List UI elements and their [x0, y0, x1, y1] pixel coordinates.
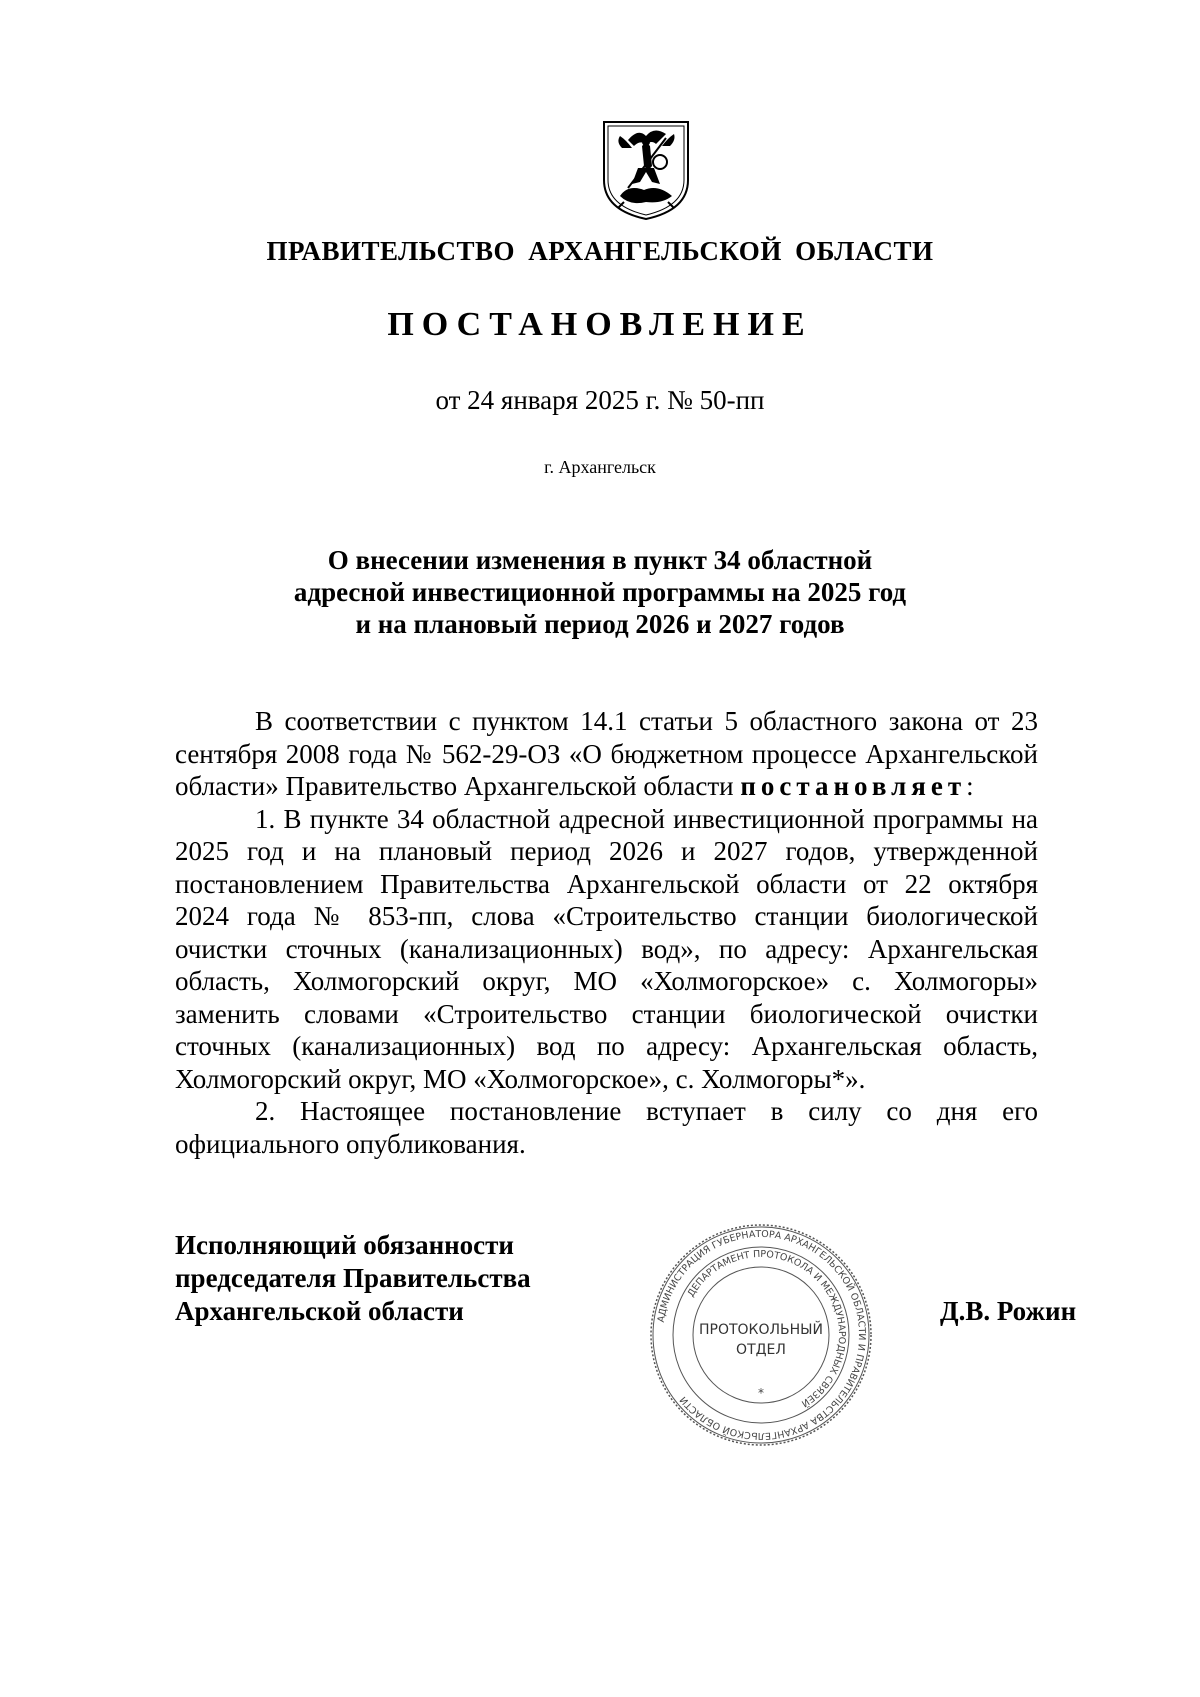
signer-position-line: Исполняющий обязанности	[175, 1230, 514, 1260]
seal-inner-text: ДЕПАРТАМЕНТ ПРОТОКОЛА И МЕЖДУНАРОДНЫХ СВЯЗЕЙ	[685, 1248, 848, 1409]
document-date-number: от 24 января 2025 г. № 50-пп	[435, 385, 765, 415]
seal-star: *	[758, 1386, 764, 1400]
arkhangelsk-coat-of-arms-icon	[598, 118, 694, 222]
official-seal	[648, 1222, 874, 1448]
clause-2-paragraph: 2. Настоящее постановление вступает в силу со дня его официального опубликования.	[175, 1096, 1038, 1159]
document-body	[175, 705, 1038, 1160]
document-type: ПОСТАНОВЛЕНИЕ	[387, 306, 813, 343]
signer-name: Д.В. Рожин	[940, 1296, 1077, 1326]
seal-outer-text: АДМИНИСТРАЦИЯ ГУБЕРНАТОРА АРХАНГЕЛЬСКОЙ ОБЛАСТИ И ПРАВИТЕЛЬСТВА АРХАНГЕЛЬСКОЙ ОБЛАСТИ	[655, 1228, 868, 1442]
signer-position	[175, 1229, 595, 1328]
seal-center-line: ОТДЕЛ	[736, 1342, 786, 1358]
preamble-colon: :	[966, 771, 974, 801]
clause-1-paragraph: 1. В пункте 34 областной адресной инвестиционной программы на 2025 год и на плановый период 2026 и 2027 годов, утвержденной постановлением Правительства Архангельской области от 22 октября 2024 года № 853-пп, слова «Строительство станции биологической очистки сточных (канализационных) вод», по адресу: Архангельская область, Холмогорский округ, МО «Холмогорское» с. Холмогоры» заменить словами «Строительство станции биологической очистки сточных (канализационных) вод по адресу: Архангельская область, Холмогорский округ, МО «Холмогорское», с. Холмогоры*».	[175, 803, 1038, 1094]
signer-position-line: председателя Правительства	[175, 1263, 531, 1293]
signer-position-line: Архангельской области	[175, 1296, 464, 1326]
document-title-line: и на плановый период 2026 и 2027 годов	[355, 609, 845, 639]
document-title-line: О внесении изменения в пункт 34 областной	[327, 545, 873, 575]
document-title-line: адресной инвестиционной программы на 2025 год	[293, 577, 907, 607]
seal-center-line: ПРОТОКОЛЬНЫЙ	[698, 1322, 824, 1338]
document-city: г. Архангельск	[544, 457, 656, 477]
preamble-paragraph	[175, 705, 1038, 803]
resolves-word: постановляет	[740, 771, 967, 801]
preamble-text: В соответствии с пунктом 14.1 статьи 5 областного закона от 23 сентября 2008 года № 562-29-ОЗ «О бюджетном процессе Архангельской области» Правительство Архангельской области	[175, 706, 1038, 801]
document-title	[200, 544, 1000, 640]
government-name: ПРАВИТЕЛЬСТВО АРХАНГЕЛЬСКОЙ ОБЛАСТИ	[266, 236, 934, 266]
